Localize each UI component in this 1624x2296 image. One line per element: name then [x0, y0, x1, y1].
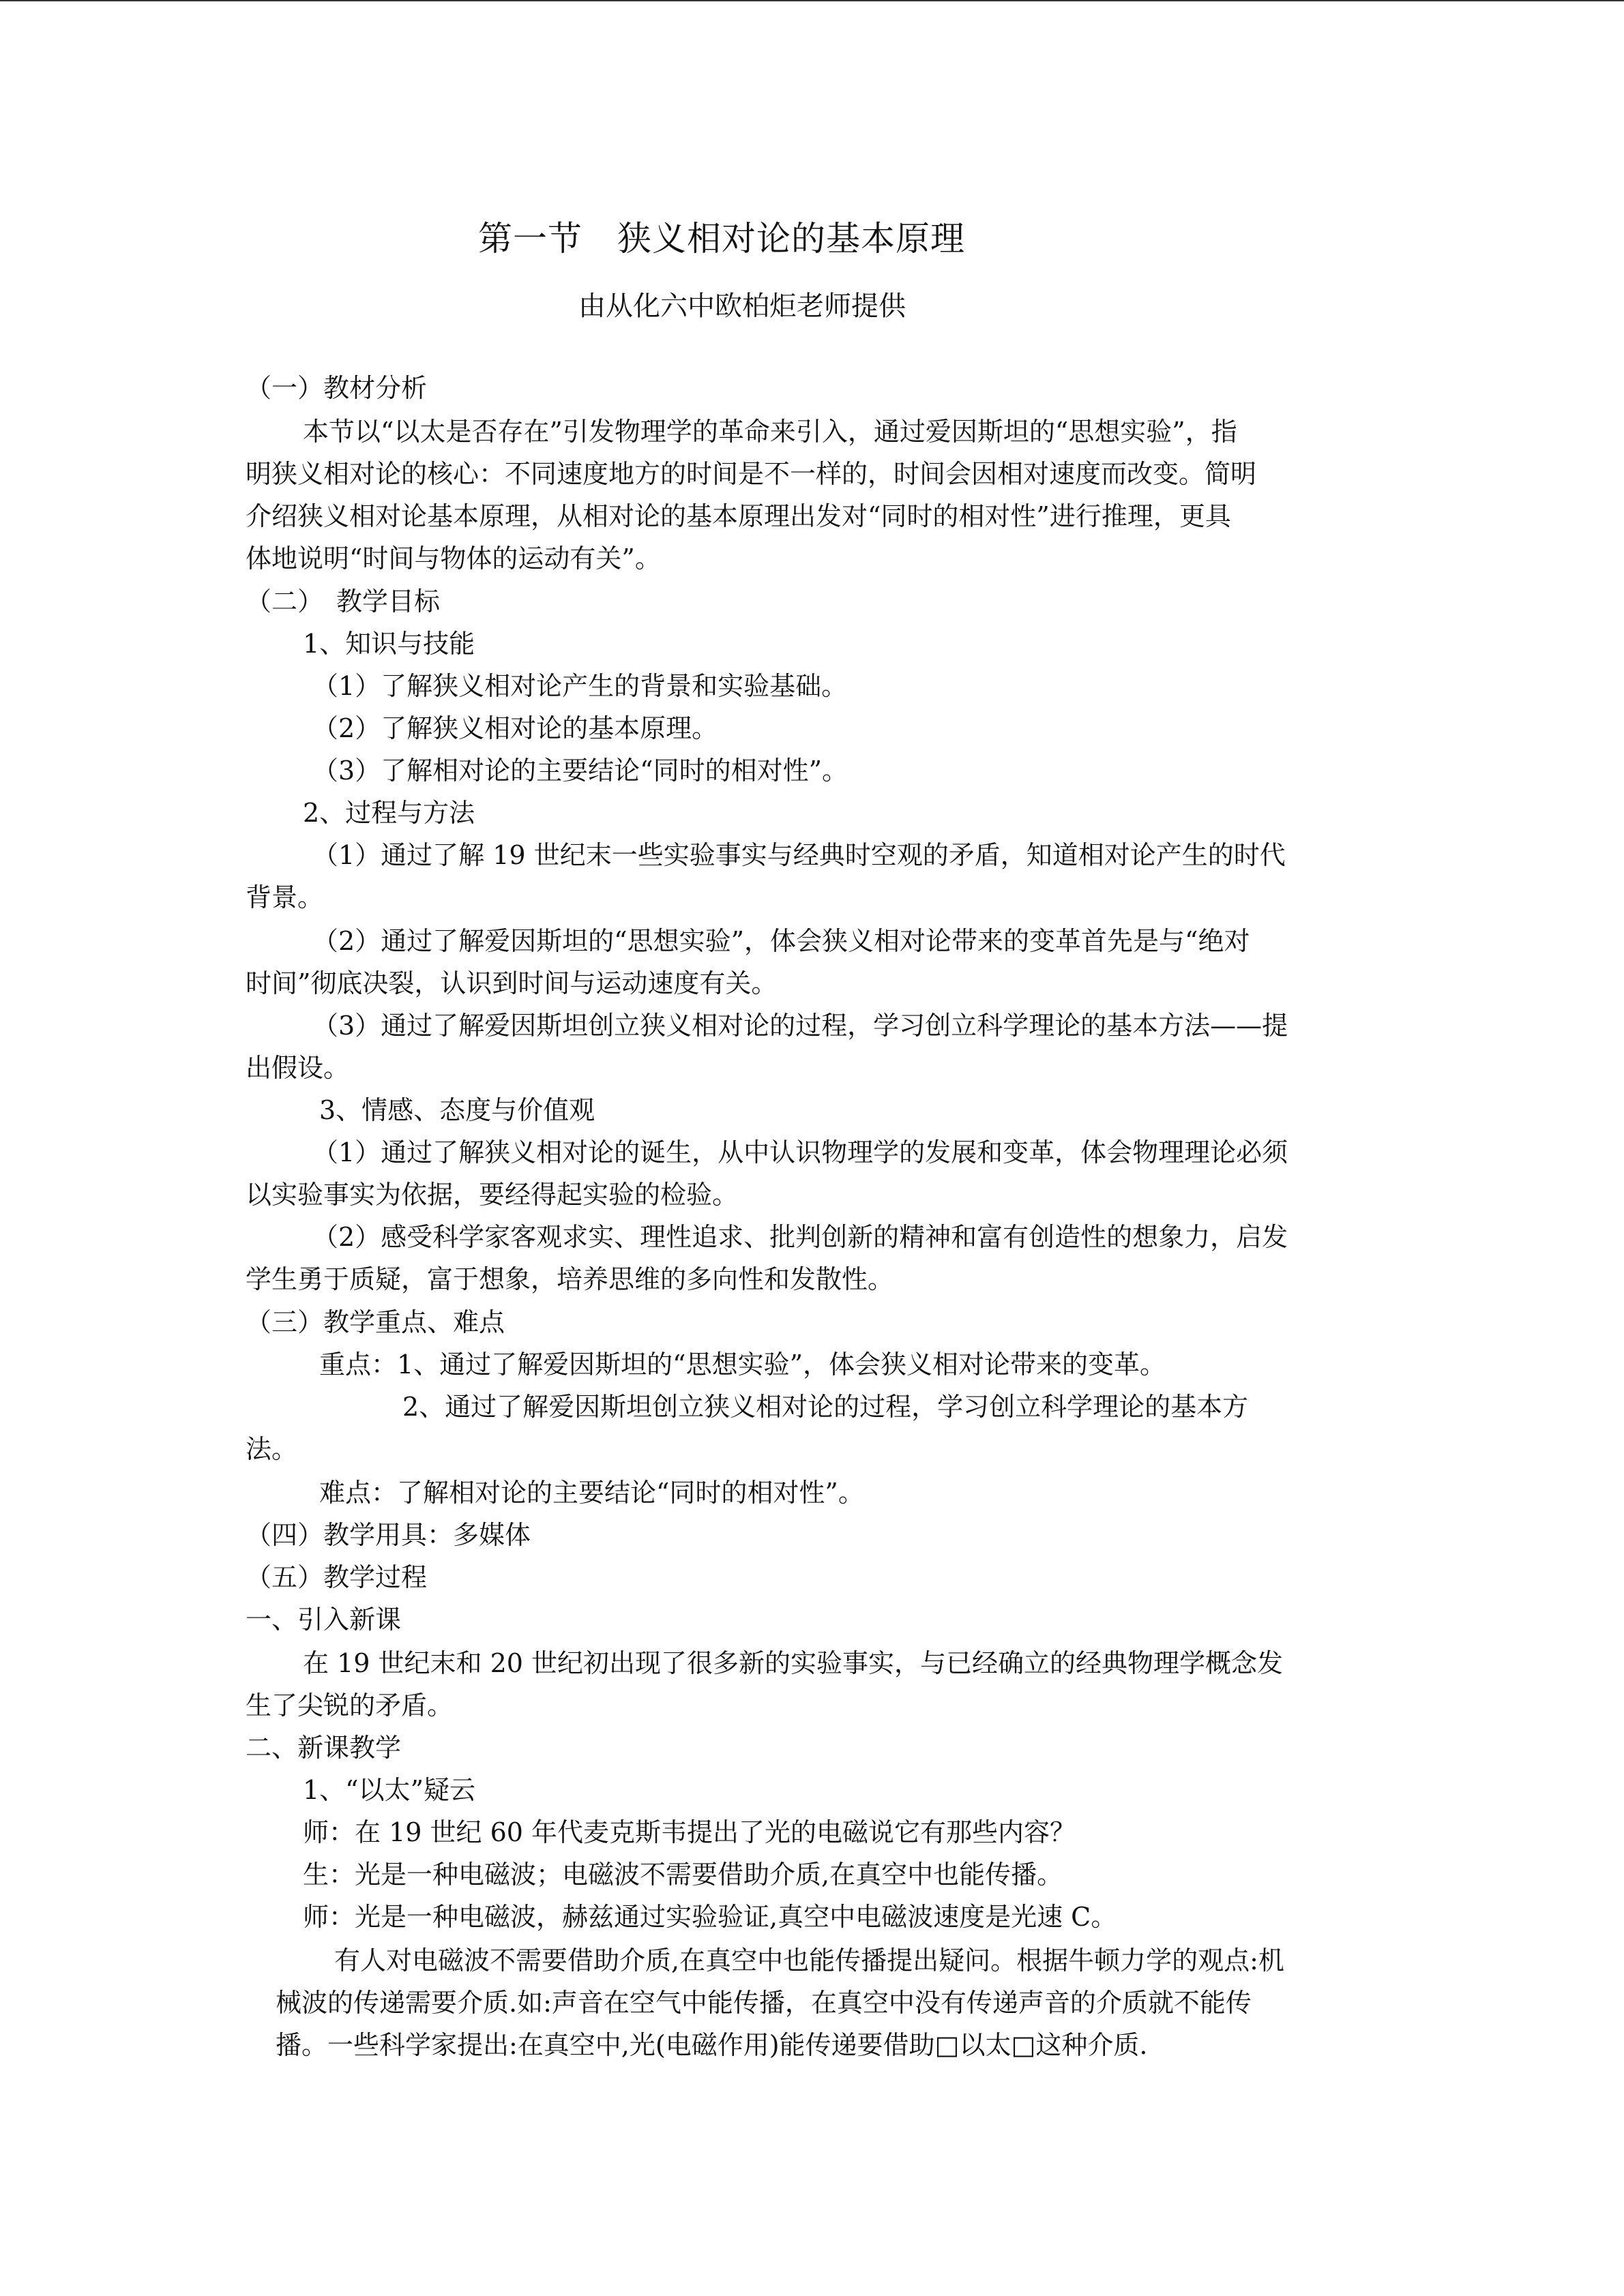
difficulty-line: 难点：了解相对论的主要结论“同时的相对性”。 [319, 1478, 864, 1508]
key-point-continuation: 法。 [246, 1434, 298, 1464]
paragraph-line: 本节以“以太是否存在”引发物理学的革命来引入，通过爱因斯坦的“思想实验”，指 [303, 417, 1237, 447]
page-top-border [0, 0, 1624, 1]
list-item-continuation: 时间”彻底决裂，认识到时间与运动速度有关。 [246, 968, 778, 998]
key-point-line: 重点：1、通过了解爱因斯坦的“思想实验”，体会狭义相对论带来的变革。 [319, 1350, 1166, 1380]
list-item-continuation: 以实验事实为依据，要经得起实验的检验。 [246, 1180, 739, 1210]
list-item: （2）了解狭义相对论的基本原理。 [312, 713, 718, 743]
list-item-continuation: 背景。 [246, 882, 324, 912]
section-heading-material-analysis: （一）教材分析 [246, 373, 428, 403]
key-point-line: 2、通过了解爱因斯坦创立狭义相对论的过程，学习创立科学理论的基本方 [402, 1392, 1249, 1422]
list-item: （1）通过了解 19 世纪末一些实验事实与经典时空观的矛盾，知道相对论产生的时代 [312, 840, 1286, 870]
section-heading-teaching-goals: （二） 教学目标 [246, 586, 441, 616]
subheading-knowledge-skills: 1、知识与技能 [303, 629, 475, 659]
section-heading-key-points: （三）教学重点、难点 [246, 1307, 505, 1337]
subheading-ether-doubt: 1、“以太”疑云 [303, 1775, 476, 1805]
list-item: （2）感受科学家客观求实、理性追求、批判创新的精神和富有创造性的想象力，启发 [312, 1222, 1288, 1252]
list-item: （1）通过了解狭义相对论的诞生，从中认识物理学的发展和变革，体会物理理论必须 [312, 1137, 1288, 1167]
dialogue-line: 师：光是一种电磁波，赫兹通过实验验证,真空中电磁波速度是光速 C。 [303, 1902, 1117, 1932]
paragraph-line: 有人对电磁波不需要借助介质,在真空中也能传播提出疑问。根据牛顿力学的观点:机 [334, 1945, 1284, 1976]
subheading-emotion-attitude-values: 3、情感、态度与价值观 [319, 1095, 595, 1125]
section-heading-teaching-tools: （四）教学用具：多媒体 [246, 1520, 531, 1550]
paragraph-line: 介绍狭义相对论基本原理，从相对论的基本原理出发对“同时的相对性”进行推理，更具 [246, 501, 1231, 531]
paragraph-line: 在 19 世纪末和 20 世纪初出现了很多新的实验事实，与已经确立的经典物理学概念发 [303, 1648, 1284, 1678]
paragraph-line: 械波的传递需要介质.如:声音在空气中能传播，在真空中没有传递声音的介质就不能传 [276, 1988, 1252, 2018]
list-item: （2）通过了解爱因斯坦的“思想实验”，体会狭义相对论带来的变革首先是与“绝对 [312, 926, 1250, 956]
subheading-new-lesson: 二、新课教学 [246, 1733, 402, 1763]
subheading-introduce-lesson: 一、引入新课 [246, 1605, 402, 1635]
list-item-continuation: 出假设。 [246, 1053, 350, 1083]
paragraph-line: 播。一些科学家提出:在真空中,光(电磁作用)能传递要借助□以太□这种介质. [276, 2030, 1148, 2060]
list-item-continuation: 学生勇于质疑，富于想象，培养思维的多向性和发散性。 [246, 1264, 894, 1294]
subheading-process-methods: 2、过程与方法 [303, 798, 475, 828]
document-subtitle: 由从化六中欧柏炬老师提供 [578, 290, 906, 322]
list-item: （1）了解狭义相对论产生的背景和实验基础。 [312, 671, 848, 701]
dialogue-line: 师：在 19 世纪 60 年代麦克斯韦提出了光的电磁说它有那些内容？ [303, 1817, 1076, 1847]
section-heading-teaching-process: （五）教学过程 [246, 1562, 428, 1592]
list-item: （3）了解相对论的主要结论“同时的相对性”。 [312, 756, 848, 786]
dialogue-line: 生：光是一种电磁波；电磁波不需要借助介质,在真空中也能传播。 [303, 1860, 1063, 1890]
paragraph-line: 明狭义相对论的核心：不同速度地方的时间是不一样的，时间会因相对速度而改变。简明 [246, 459, 1257, 489]
paragraph-line: 体地说明“时间与物体的运动有关”。 [246, 543, 661, 573]
list-item: （3）通过了解爱因斯坦创立狭义相对论的过程，学习创立科学理论的基本方法——提 [312, 1011, 1288, 1041]
document-title: 第一节 狭义相对论的基本原理 [478, 219, 965, 258]
paragraph-line: 生了尖锐的矛盾。 [246, 1690, 454, 1720]
